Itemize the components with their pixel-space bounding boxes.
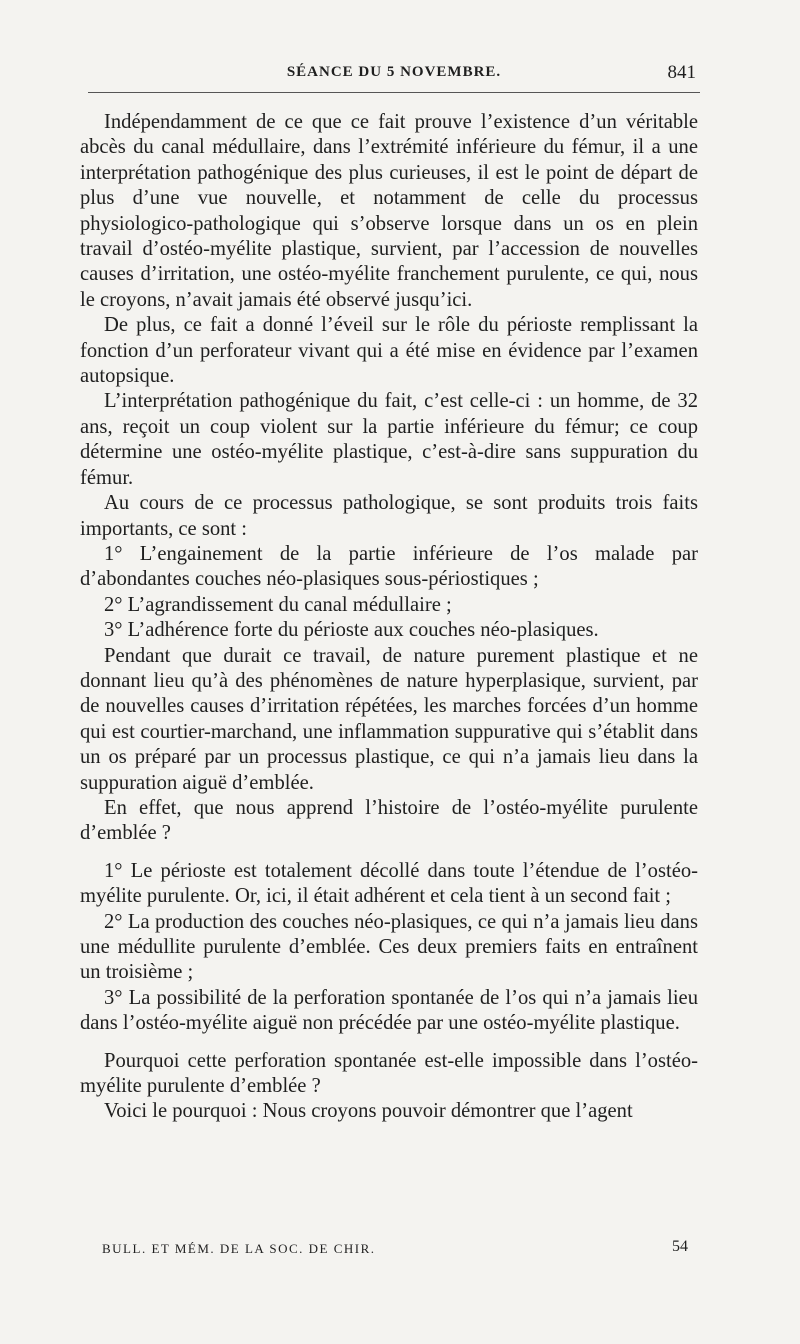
page-footer xyxy=(102,1238,688,1260)
list-item: 1° L’engainement de la partie inférieure de l’os malade par d’abondantes couches néo-plasiques sous-périostiques ; xyxy=(80,542,698,591)
list-item: 3° L’adhérence forte du périoste aux couches néo-plasiques. xyxy=(104,619,599,642)
list-item: 2° La production des couches néo-plasiques, ce qui n’a jamais lieu dans une médullite purulente d’emblée. Ces deux premiers faits en entraînent un troisième ; xyxy=(80,910,698,984)
signature-mark: 54 xyxy=(672,1238,688,1255)
body-text xyxy=(80,110,698,1125)
paragraph: En effet, que nous apprend l’histoire de l’ostéo-myélite purulente d’emblée ? xyxy=(80,796,698,845)
paragraph: Pourquoi cette perforation spontanée est-elle impossible dans l’ostéo-myélite purulente d’emblée ? xyxy=(80,1049,698,1098)
paragraph: Au cours de ce processus pathologique, se sont produits trois faits importants, ce sont : xyxy=(80,492,698,540)
list-item: 1° Le périoste est totalement décollé dans toute l’étendue de l’ostéo-myélite purulente. Or, ici, il était adhérent et cela tient à un second fait ; xyxy=(80,859,698,908)
paragraph: Voici le pourquoi : Nous croyons pouvoir démontrer que l’agent xyxy=(104,1100,633,1123)
paragraph: Pendant que durait ce travail, de nature purement plastique et ne donnant lieu qu’à des phénomènes de nature hyperplasique, survient, par de nouvelles causes d’irritation répétées, les marches forcées d’un homme qui est courtier-marchand, une inflammation suppurative qui s’établit dans un os préparé par un processus plastique, ce qui n’a jamais lieu dans la suppuration aiguë d’emblée. xyxy=(80,644,698,794)
spacer xyxy=(80,847,698,859)
running-header xyxy=(88,60,700,86)
list-item: 2° L’agrandissement du canal médullaire ; xyxy=(104,593,452,616)
page-number: 841 xyxy=(667,62,696,83)
paragraph: L’interprétation pathogénique du fait, c’est celle-ci : un homme, de 32 ans, reçoit un coup violent sur la partie inférieure du fémur; ce coup détermine une ostéo-myélite plastique, c’est-à-dire sans suppuration du fémur. xyxy=(80,390,698,489)
list-item: 3° La possibilité de la perforation spontanée de l’os qui n’a jamais lieu dans l’ostéo-myélite aiguë non précédée par une ostéo-myélite plastique. xyxy=(80,986,698,1035)
spacer xyxy=(80,1037,698,1049)
paragraph: Indépendamment de ce que ce fait prouve l’existence d’un véritable abcès du canal médullaire, dans l’extrémité inférieure du fémur, il a une interprétation pathogénique des plus curieuses, il est le point de départ de plus d’une vue nouvelle, et notamment de celle du processus physiologico-pathologique qui s’observe lorsque dans un os en plein travail d’ostéo-myélite plastique, survient, par l’accession de nouvelles causes d’irritation, une ostéo-myélite franchement purulente, ce qui, nous le croyons, n’avait jamais été observé jusqu’ici. xyxy=(80,111,698,311)
paragraph: De plus, ce fait a donné l’éveil sur le rôle du périoste remplissant la fonction d’un perforateur vivant qui a été mise en évidence par l’examen autopsique. xyxy=(80,314,698,388)
journal-signature: BULL. ET MÉM. DE LA SOC. DE CHIR. xyxy=(102,1241,376,1256)
header-rule xyxy=(88,92,700,93)
header-title: SÉANCE DU 5 NOVEMBRE. xyxy=(286,64,502,80)
